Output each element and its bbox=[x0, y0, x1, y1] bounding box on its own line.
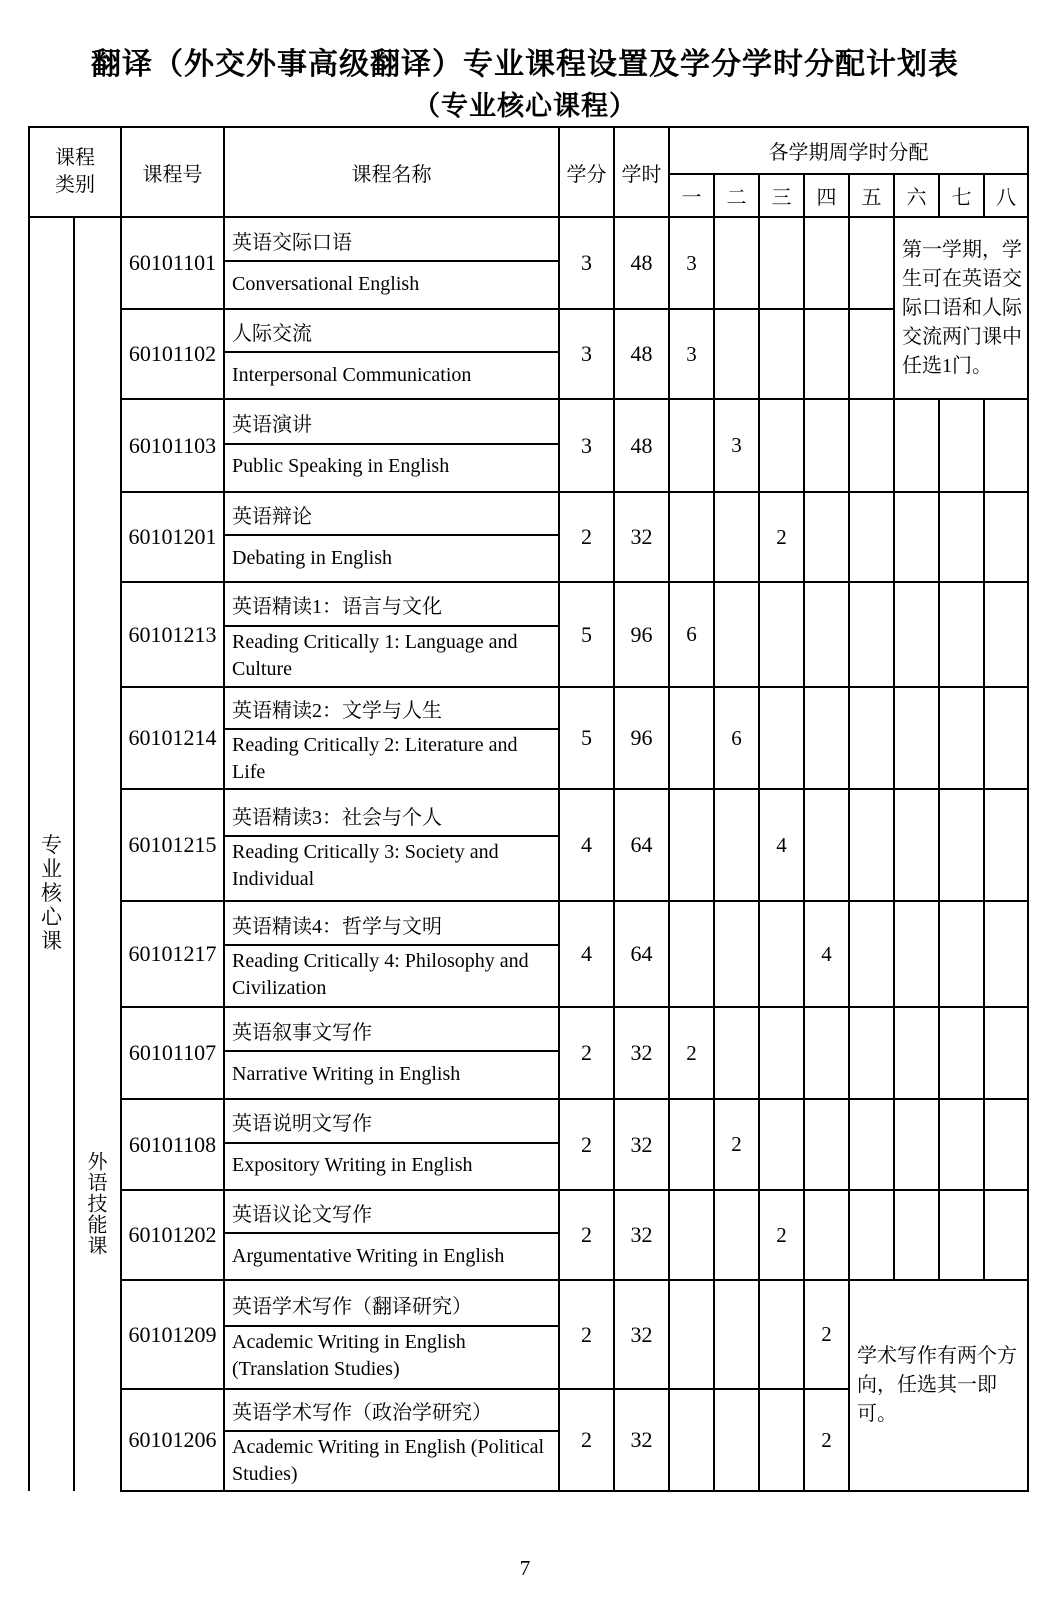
course-name-cell bbox=[224, 492, 559, 582]
header-semester-6: 六 bbox=[894, 174, 939, 217]
semester-cell bbox=[984, 1099, 1028, 1190]
semester-cell bbox=[939, 789, 984, 901]
semester-cell bbox=[669, 492, 714, 582]
hours-cell: 48 bbox=[614, 399, 669, 492]
semester-cell bbox=[939, 1190, 984, 1280]
semester-cell: 2 bbox=[759, 1190, 804, 1280]
semester-cell bbox=[804, 1007, 849, 1099]
semester-cell bbox=[714, 217, 759, 309]
title-line-2: （专业核心课程） bbox=[413, 91, 637, 121]
header-semester-5: 五 bbox=[849, 174, 894, 217]
semester-cell bbox=[669, 1190, 714, 1280]
semester-cell bbox=[804, 1190, 849, 1280]
semester-cell bbox=[894, 399, 939, 492]
course-name-zh: 英语精读2：文学与人生 bbox=[225, 688, 558, 730]
course-name-cell bbox=[224, 1280, 559, 1389]
semester-cell bbox=[894, 789, 939, 901]
semester-cell bbox=[804, 1099, 849, 1190]
semester-cell bbox=[849, 1007, 894, 1099]
course-name-zh: 英语学术写作（政治学研究） bbox=[225, 1390, 558, 1432]
credits-cell: 2 bbox=[559, 492, 614, 582]
course-schedule-table bbox=[28, 126, 1029, 1492]
semester-cell bbox=[894, 1099, 939, 1190]
course-name-zh: 英语叙事文写作 bbox=[225, 1010, 558, 1052]
semester-cell: 3 bbox=[669, 309, 714, 399]
semester-cell: 4 bbox=[804, 901, 849, 1007]
semester-cell bbox=[939, 492, 984, 582]
course-no-cell: 60101201 bbox=[121, 492, 224, 582]
course-no-cell: 60101206 bbox=[121, 1389, 224, 1491]
semester-cell bbox=[849, 1099, 894, 1190]
semester-cell bbox=[849, 309, 894, 399]
course-name-en: Public Speaking in English bbox=[232, 455, 450, 477]
semester-cell bbox=[759, 309, 804, 399]
course-name-en: Reading Critically 1: Language and Culture bbox=[232, 630, 518, 680]
course-row bbox=[29, 1007, 1028, 1099]
semester-cell bbox=[669, 901, 714, 1007]
course-name-cell bbox=[224, 399, 559, 492]
note-elective-oral: 第一学期，学生可在英语交际口语和人际交流两门课中任选1门。 bbox=[894, 217, 1028, 399]
semester-cell bbox=[804, 399, 849, 492]
course-name-zh: 英语精读1：语言与文化 bbox=[225, 585, 558, 627]
course-name-en: Debating in English bbox=[232, 546, 392, 569]
course-name-en: Reading Critically 4: Philosophy and Civilization bbox=[232, 950, 529, 999]
semester-cell bbox=[894, 687, 939, 789]
credits-cell: 2 bbox=[559, 1389, 614, 1491]
course-name-zh: 英语学术写作（翻译研究） bbox=[225, 1285, 558, 1327]
semester-cell bbox=[804, 687, 849, 789]
semester-cell: 2 bbox=[669, 1007, 714, 1099]
semester-cell: 2 bbox=[804, 1389, 849, 1491]
course-row bbox=[29, 399, 1028, 492]
course-no-cell: 60101209 bbox=[121, 1280, 224, 1389]
header-hours: 学时 bbox=[614, 127, 669, 217]
semester-cell bbox=[759, 217, 804, 309]
course-row bbox=[29, 1190, 1028, 1280]
credits-cell: 3 bbox=[559, 217, 614, 309]
semester-cell: 2 bbox=[759, 492, 804, 582]
semester-cell bbox=[669, 687, 714, 789]
semester-cell: 6 bbox=[669, 582, 714, 687]
hours-cell: 32 bbox=[614, 1099, 669, 1190]
semester-cell bbox=[984, 492, 1028, 582]
course-row bbox=[29, 901, 1028, 1007]
course-no-cell: 60101107 bbox=[121, 1007, 224, 1099]
semester-cell bbox=[894, 1007, 939, 1099]
course-row bbox=[29, 492, 1028, 582]
note-academic-writing: 学术写作有两个方向，任选其一即可。 bbox=[849, 1280, 1028, 1491]
header-credits: 学分 bbox=[559, 127, 614, 217]
credits-cell: 4 bbox=[559, 789, 614, 901]
course-name-cell bbox=[224, 309, 559, 399]
semester-cell bbox=[759, 687, 804, 789]
semester-cell bbox=[714, 1007, 759, 1099]
course-name-cell bbox=[224, 901, 559, 1007]
semester-cell bbox=[939, 399, 984, 492]
header-semester-4: 四 bbox=[804, 174, 849, 217]
hours-cell: 32 bbox=[614, 1190, 669, 1280]
course-row bbox=[29, 687, 1028, 789]
course-no-cell: 60101202 bbox=[121, 1190, 224, 1280]
semester-cell bbox=[849, 492, 894, 582]
semester-cell bbox=[894, 582, 939, 687]
semester-cell bbox=[759, 1389, 804, 1491]
semester-cell bbox=[714, 901, 759, 1007]
semester-cell bbox=[714, 492, 759, 582]
semester-cell bbox=[939, 1099, 984, 1190]
course-row bbox=[29, 582, 1028, 687]
semester-cell bbox=[849, 399, 894, 492]
header-semester-2: 二 bbox=[714, 174, 759, 217]
course-name-zh: 英语演讲 bbox=[225, 403, 558, 445]
semester-cell bbox=[984, 399, 1028, 492]
semester-cell bbox=[759, 901, 804, 1007]
course-name-zh: 英语议论文写作 bbox=[225, 1192, 558, 1234]
hours-cell: 64 bbox=[614, 789, 669, 901]
course-name-en: Expository Writing in English bbox=[232, 1154, 473, 1176]
course-name-cell bbox=[224, 1007, 559, 1099]
header-semester-3: 三 bbox=[759, 174, 804, 217]
semester-cell bbox=[804, 217, 849, 309]
semester-cell bbox=[849, 217, 894, 309]
category-label-language-skills: 外语技能课 bbox=[87, 1151, 108, 1258]
semester-cell bbox=[984, 901, 1028, 1007]
hours-cell: 48 bbox=[614, 309, 669, 399]
hours-cell: 32 bbox=[614, 1280, 669, 1389]
semester-cell bbox=[714, 309, 759, 399]
course-name-zh: 英语精读4：哲学与文明 bbox=[225, 904, 558, 946]
course-row bbox=[29, 789, 1028, 901]
semester-cell bbox=[939, 687, 984, 789]
header-course-name: 课程名称 bbox=[224, 127, 559, 217]
semester-cell bbox=[714, 1280, 759, 1389]
semester-cell bbox=[714, 582, 759, 687]
semester-cell bbox=[714, 1389, 759, 1491]
course-name-cell bbox=[224, 582, 559, 687]
credits-cell: 5 bbox=[559, 582, 614, 687]
course-name-cell bbox=[224, 217, 559, 309]
course-row bbox=[29, 1099, 1028, 1190]
hours-cell: 64 bbox=[614, 901, 669, 1007]
page-number: 7 bbox=[519, 1556, 531, 1580]
course-name-en: Academic Writing in English (Political Studies) bbox=[232, 1436, 545, 1485]
category-label-core: 专业核心课 bbox=[41, 832, 62, 953]
semester-cell bbox=[759, 1007, 804, 1099]
course-name-en: Conversational English bbox=[232, 272, 420, 295]
course-row bbox=[29, 217, 1028, 309]
semester-cell bbox=[714, 789, 759, 901]
semester-cell: 6 bbox=[714, 687, 759, 789]
title-line-1: 翻译（外交外事高级翻译）专业课程设置及学分学时分配计划表 bbox=[91, 48, 959, 81]
course-name-cell bbox=[224, 1389, 559, 1491]
semester-cell bbox=[759, 582, 804, 687]
course-name-zh: 英语说明文写作 bbox=[225, 1102, 558, 1144]
semester-cell bbox=[984, 789, 1028, 901]
semester-cell: 2 bbox=[714, 1099, 759, 1190]
document-title bbox=[0, 0, 1050, 126]
course-name-zh: 英语交际口语 bbox=[225, 220, 558, 262]
course-row bbox=[29, 309, 1028, 399]
semester-cell bbox=[849, 687, 894, 789]
semester-cell bbox=[939, 1007, 984, 1099]
semester-cell: 3 bbox=[669, 217, 714, 309]
course-name-cell bbox=[224, 1190, 559, 1280]
semester-cell bbox=[759, 1280, 804, 1389]
header-semester-group: 各学期周学时分配 bbox=[669, 127, 1028, 174]
header-semester-8: 八 bbox=[984, 174, 1028, 217]
course-name-cell bbox=[224, 1099, 559, 1190]
semester-cell bbox=[849, 901, 894, 1007]
course-no-cell: 60101215 bbox=[121, 789, 224, 901]
course-name-cell bbox=[224, 789, 559, 901]
semester-cell bbox=[984, 1007, 1028, 1099]
course-row bbox=[29, 1280, 1028, 1389]
semester-cell bbox=[804, 582, 849, 687]
hours-cell: 32 bbox=[614, 1007, 669, 1099]
semester-cell bbox=[894, 1190, 939, 1280]
semester-cell bbox=[804, 492, 849, 582]
course-no-cell: 60101214 bbox=[121, 687, 224, 789]
course-name-en: Reading Critically 2: Literature and Life bbox=[232, 734, 518, 783]
header-course-no: 课程号 bbox=[121, 127, 224, 217]
header-semester-7: 七 bbox=[939, 174, 984, 217]
semester-cell bbox=[759, 1099, 804, 1190]
semester-cell bbox=[669, 789, 714, 901]
semester-cell bbox=[759, 399, 804, 492]
credits-cell: 4 bbox=[559, 901, 614, 1007]
hours-cell: 32 bbox=[614, 1389, 669, 1491]
semester-cell bbox=[939, 901, 984, 1007]
credits-cell: 3 bbox=[559, 309, 614, 399]
semester-cell bbox=[669, 1099, 714, 1190]
credits-cell: 5 bbox=[559, 687, 614, 789]
course-name-cell bbox=[224, 687, 559, 789]
semester-cell: 3 bbox=[714, 399, 759, 492]
course-no-cell: 60101213 bbox=[121, 582, 224, 687]
hours-cell: 32 bbox=[614, 492, 669, 582]
course-no-cell: 60101108 bbox=[121, 1099, 224, 1190]
hours-cell: 48 bbox=[614, 217, 669, 309]
course-name-zh: 英语辩论 bbox=[225, 494, 558, 536]
category-cell-language-skills bbox=[74, 217, 121, 1491]
credits-cell: 2 bbox=[559, 1190, 614, 1280]
semester-cell bbox=[849, 1190, 894, 1280]
semester-cell: 4 bbox=[759, 789, 804, 901]
semester-cell bbox=[849, 789, 894, 901]
semester-cell bbox=[804, 789, 849, 901]
semester-cell bbox=[984, 1190, 1028, 1280]
header-category: 课程类别 bbox=[29, 127, 121, 217]
credits-cell: 2 bbox=[559, 1099, 614, 1190]
course-name-en: Academic Writing in English (Translation Studies) bbox=[232, 1330, 466, 1380]
semester-cell bbox=[894, 901, 939, 1007]
course-name-zh: 人际交流 bbox=[225, 311, 558, 353]
course-no-cell: 60101103 bbox=[121, 399, 224, 492]
course-no-cell: 60101102 bbox=[121, 309, 224, 399]
header-semester-1: 一 bbox=[669, 174, 714, 217]
category-cell-core bbox=[29, 217, 74, 1491]
hours-cell: 96 bbox=[614, 687, 669, 789]
credits-cell: 2 bbox=[559, 1007, 614, 1099]
course-no-cell: 60101217 bbox=[121, 901, 224, 1007]
semester-cell bbox=[894, 492, 939, 582]
semester-cell bbox=[984, 582, 1028, 687]
semester-cell bbox=[849, 582, 894, 687]
semester-cell bbox=[984, 687, 1028, 789]
course-name-en: Reading Critically 3: Society and Individual bbox=[232, 841, 499, 890]
semester-cell bbox=[669, 1389, 714, 1491]
course-name-en: Interpersonal Communication bbox=[232, 363, 472, 386]
credits-cell: 2 bbox=[559, 1280, 614, 1389]
semester-cell bbox=[714, 1190, 759, 1280]
semester-cell: 2 bbox=[804, 1280, 849, 1389]
course-name-en: Narrative Writing in English bbox=[232, 1062, 461, 1085]
semester-cell bbox=[939, 582, 984, 687]
semester-cell bbox=[669, 399, 714, 492]
course-name-en: Argumentative Writing in English bbox=[232, 1244, 505, 1267]
semester-cell bbox=[669, 1280, 714, 1389]
header-row-1 bbox=[29, 127, 1028, 174]
semester-cell bbox=[804, 309, 849, 399]
course-name-zh: 英语精读3：社会与个人 bbox=[225, 795, 558, 837]
credits-cell: 3 bbox=[559, 399, 614, 492]
hours-cell: 96 bbox=[614, 582, 669, 687]
course-no-cell: 60101101 bbox=[121, 217, 224, 309]
